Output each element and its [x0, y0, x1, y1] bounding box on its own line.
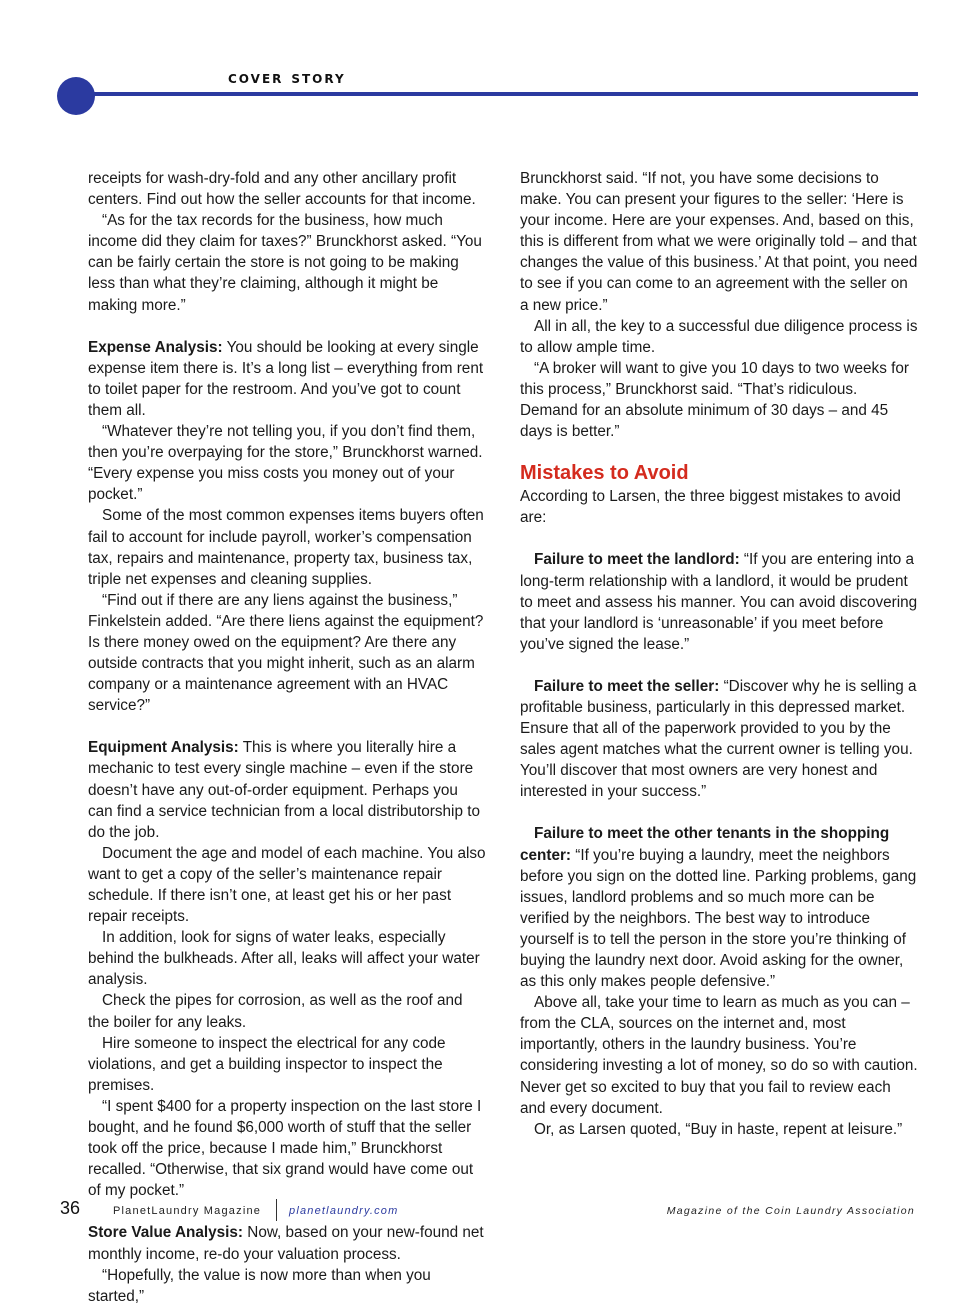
paragraph: According to Larsen, the three biggest mistakes to avoid are: [520, 488, 901, 527]
section-label: cover story [228, 68, 346, 88]
paragraph: receipts for wash-dry-fold and any other ancillary profit centers. Find out how the seller accounts for that income. [88, 170, 476, 209]
paragraph [88, 337, 486, 421]
paragraph: In addition, look for signs of water leaks, especially behind the bulkheads. After all, leaks will affect your water analysis. [88, 929, 480, 989]
paragraph [88, 1222, 486, 1264]
paragraph-text: This is where you literally hire a mechanic to test every single machine – even if the store doesn’t have any out-of-order equipment. Perhaps you can find a service technician from a local distributorship to do the job. [88, 739, 480, 841]
run-in-heading: Failure to meet the other tenants in the shopping center: [520, 825, 890, 864]
paragraph: Brunckhorst said. “If not, you have some decisions to make. You can present your figures to the seller: ‘Here is your income. Here are your expenses. And, based on this, this is different from what we were originally told – and that changes the value of this business.’ At that point, you need to see if you can come to an agreement with the seller on a new price.” [520, 170, 918, 314]
paragraph-text: You should be looking at every single expense item there is. It’s a long list – everything from rent to toilet paper for the restroom. And you’ve got to count them all. [88, 338, 484, 419]
association-tagline: Magazine of the Coin Laundry Association [666, 1205, 915, 1217]
page-footer [0, 1195, 960, 1225]
magazine-name: PlanetLaundry Magazine [113, 1205, 262, 1217]
paragraph [520, 823, 918, 992]
paragraph: Check the pipes for corrosion, as well as the roof and the boiler for any leaks. [88, 992, 463, 1031]
page-header [0, 0, 960, 120]
paragraph: Above all, take your time to learn as much as you can – from the CLA, sources on the internet and, most importantly, others in the laundry business. You’re considering investing a lot of money, so do so with caution. Never get so excited to buy that you fail to review each and every document. [520, 994, 918, 1117]
paragraph: Some of the most common expenses items buyers often fail to account for include payroll, worker’s compensation tax, repairs and maintenance, property tax, business tax, triple net expenses and cleaning supplies. [88, 507, 484, 588]
paragraph: “As for the tax records for the business, how much income did they claim for taxes?” Brunckhorst asked. “You can be fairly certain the store is not going to be making less than what they’re claiming, although it might be making more.” [88, 212, 482, 314]
paragraph: All in all, the key to a successful due diligence process is to allow ample time. [520, 317, 918, 356]
header-rule [92, 92, 918, 96]
paragraph: Document the age and model of each machine. You also want to get a copy of the seller’s maintenance repair schedule. If there isn’t one, at least get his or her past repair receipts. [88, 844, 486, 926]
run-in-heading: Failure to meet the seller: [534, 677, 720, 695]
right-column [520, 168, 918, 1140]
paragraph [520, 549, 918, 654]
paragraph: Hire someone to inspect the electrical for any code violations, and get a building inspector to inspect the premises. [88, 1034, 446, 1094]
run-in-heading: Equipment Analysis: [88, 739, 239, 757]
paragraph: “I spent $400 for a property inspection on the last store I bought, and he found $6,000 worth of stuff that the seller took off the price, because I made him,” Brunckhorst recalled. “Otherwise, that six grand would have come out of my pocket.” [88, 1097, 482, 1200]
paragraph: “Find out if there are any liens against the business,” Finkelstein added. “Are there liens against the equipment? Is there money owed on the equipment? Are there any outside contracts that you might inherit, such as an alarm company or a maintenance agreement with an HVAC service?” [88, 591, 484, 715]
page-number: 36 [60, 1198, 81, 1218]
paragraph [88, 737, 486, 842]
paragraph: “Whatever they’re not telling you, if you don’t find them, then you’re overpaying for the store,” Brunckhorst warned. “Every expense you miss costs you money out of your pocket.” [88, 423, 483, 504]
paragraph-text: “Discover why he is selling a profitable business, particularly in this depressed market. Ensure that all of the paperwork provided to you by the sales agent matches what the current owner is telling you. You’ll discover that most owners are very honest and interested in your success.” [520, 677, 917, 801]
footer-divider [276, 1199, 277, 1221]
paragraph: “Hopefully, the value is now more than when you started,” [88, 1266, 431, 1305]
paragraph-text: Now, based on your new-found net monthly income, re-do your valuation process. [88, 1224, 484, 1263]
paragraph-text: “If you’re buying a laundry, meet the neighbors before you sign on the dotted line. Parking problems, gang issues, landlord problems and so much more can be verified by the neighbors. The best way to introduce yourself is to tell the person in the store you’re thinking of buying the laundry next door. Avoid asking for the owner, as this only makes people defensive.” [520, 846, 917, 991]
run-in-heading: Expense Analysis: [88, 338, 223, 356]
run-in-heading: Store Value Analysis: [88, 1224, 244, 1242]
paragraph [520, 676, 918, 803]
run-in-heading: Failure to meet the landlord: [534, 551, 740, 569]
left-column [88, 168, 486, 1307]
paragraph: “A broker will want to give you 10 days to two weeks for this process,” Brunckhorst said. “That’s ridiculous. Demand for an absolute minimum of 30 days – and 45 days is better.” [520, 359, 909, 441]
subheading-mistakes: Mistakes to Avoid [520, 462, 689, 485]
paragraph: Or, as Larsen quoted, “Buy in haste, repent at leisure.” [534, 1120, 903, 1138]
paragraph-text: “If you are entering into a long-term relationship with a landlord, it would be prudent to meet and assess his manner. You can avoid discovering that your landlord is ‘unreasonable’ if you meet before you’ve signed the lease.” [520, 551, 918, 653]
website-link[interactable]: planetlaundry.com [289, 1205, 399, 1217]
header-dot-ornament [57, 77, 95, 115]
